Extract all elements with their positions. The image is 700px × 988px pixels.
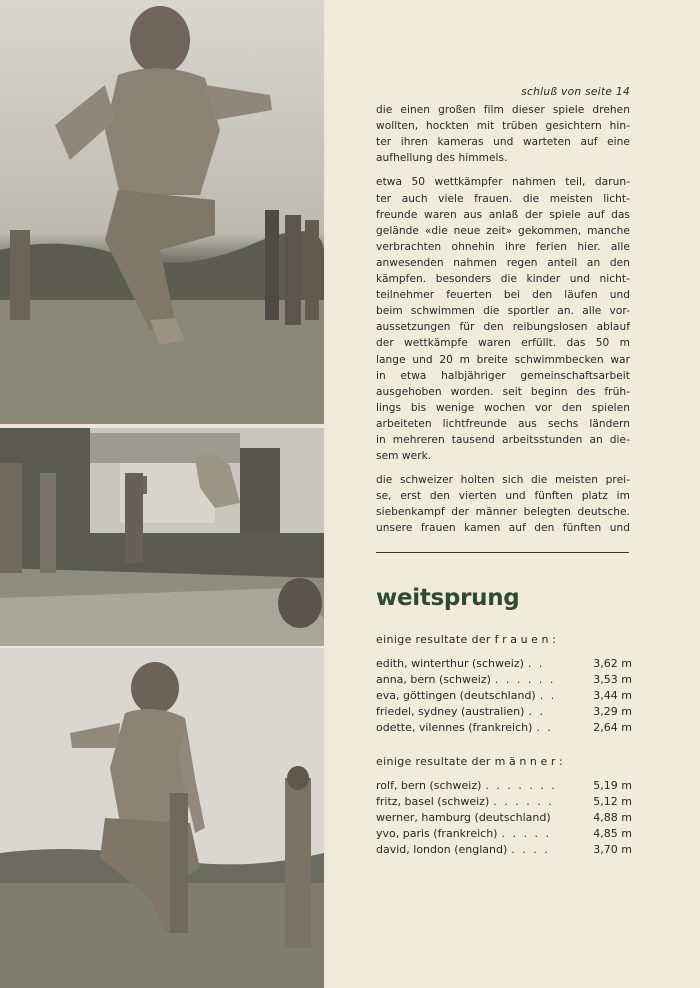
- jump-distance: 5,12 m: [593, 795, 632, 808]
- intro-suffix: :: [558, 755, 564, 768]
- athlete-name: yvo, paris (frankreich): [376, 827, 498, 840]
- result-row: [376, 794, 632, 810]
- leader-dots: . . . . . .: [494, 673, 556, 686]
- intro-word: frauen: [494, 633, 553, 646]
- athlete-name: edith, winterthur (schweiz): [376, 657, 524, 670]
- women-results: [376, 632, 632, 736]
- intro-suffix: :: [552, 633, 557, 646]
- leader-dots: . . . . . . .: [485, 779, 557, 792]
- jump-distance: 2,64 m: [593, 721, 632, 734]
- text-line: in etwa halbjähriger gemeinschaftsarbeit: [376, 369, 630, 382]
- intro-word: männer: [494, 755, 559, 768]
- text-line: beim schwimmen die sportler an. alle vor-: [376, 305, 630, 318]
- athlete-name: fritz, basel (schweiz): [376, 795, 490, 808]
- jump-distance: 4,85 m: [593, 827, 632, 840]
- leader-dots: . .: [527, 657, 545, 670]
- jump-distance: 3,62 m: [593, 657, 632, 670]
- athlete-name: david, london (england): [376, 843, 508, 856]
- athlete-name: odette, vilennes (frankreich): [376, 721, 533, 734]
- text-line: se, erst den vierten und fünften platz im: [376, 490, 630, 503]
- text-line: teilnehmer feuerten bei den läufen und: [376, 289, 630, 302]
- text-line: lange und 20 m breite schwimmbecken war: [376, 353, 630, 366]
- photo-long-jump-pit: [0, 428, 324, 646]
- leader-dots: . .: [528, 705, 545, 718]
- text-line: die schweizer holten sich die meisten prei-: [376, 474, 630, 487]
- jump-distance: 3,29 m: [593, 705, 632, 718]
- athlete-name: rolf, bern (schweiz): [376, 779, 482, 792]
- athlete-name: eva, göttingen (deutschland): [376, 689, 536, 702]
- result-row: [376, 810, 632, 826]
- text-line: sem werk.: [376, 450, 432, 463]
- text-line: lings bis wenige wochen vor den spielen: [376, 401, 630, 414]
- result-row: [376, 672, 632, 688]
- text-line: ter auch viele frauen. die meisten licht-: [376, 192, 630, 205]
- paragraph-1: [376, 102, 630, 166]
- section-headline: weitsprung: [376, 585, 520, 611]
- result-row: [376, 704, 632, 720]
- text-line: der wettkämpfe waren erfüllt. das 50 m: [376, 337, 630, 350]
- results-list: [376, 778, 632, 858]
- text-line: etwa 50 wettkämpfer nahmen teil, darun-: [376, 176, 630, 189]
- text-line: kämpfen. besonders die kinder und nicht-: [376, 273, 630, 286]
- text-line: aussetzungen für den reibungslosen ablauf: [376, 321, 630, 334]
- jump-distance: 3,53 m: [593, 673, 632, 686]
- result-row: [376, 656, 632, 672]
- text-line: ter ihren kameras und warteten auf eine: [376, 136, 630, 149]
- text-line: unsere frauen kamen auf den fünften und: [376, 522, 630, 535]
- leader-dots: [551, 810, 591, 826]
- paragraph-2: [376, 174, 630, 464]
- jump-distance: 4,88 m: [593, 811, 632, 824]
- jump-distance: 3,70 m: [593, 843, 632, 856]
- results-list: [376, 656, 632, 736]
- paragraph-3: [376, 472, 630, 536]
- photo-column: [0, 0, 326, 988]
- result-row: [376, 720, 632, 736]
- athlete-name: werner, hamburg (deutschland): [376, 811, 551, 824]
- leader-dots: . . . . . .: [493, 795, 554, 808]
- continued-from-note: schluß von seite 14: [521, 86, 630, 98]
- jump-distance: 3,44 m: [593, 689, 632, 702]
- leader-dots: . .: [536, 721, 553, 734]
- section-divider: [376, 552, 629, 553]
- results-intro: [376, 632, 632, 648]
- result-row: [376, 826, 632, 842]
- intro-prefix: einige resultate der: [376, 755, 491, 768]
- text-line: in mehreren tausend arbeitsstunden an die-: [376, 433, 630, 446]
- results-intro: [376, 754, 632, 770]
- text-line: die einen großen film dieser spiele drehen: [376, 104, 630, 117]
- text-line: siebenkampf der männer belegten deutsche.: [376, 506, 630, 519]
- leader-dots: . . . .: [511, 843, 550, 856]
- photo-woman-jumping-2: [0, 648, 324, 988]
- text-line: anwesenden nahmen regen anteil an den: [376, 256, 630, 269]
- text-line: ausgehoben worden. seit beginn des früh-: [376, 385, 630, 398]
- photo-woman-jumping-1: [0, 0, 324, 424]
- result-row: [376, 842, 632, 858]
- result-row: [376, 778, 632, 794]
- text-line: gelände «die neue zeit» gekommen, manche: [376, 224, 630, 237]
- text-line: verbrachten ohnehin ihre ferien hier. alle: [376, 240, 630, 253]
- jump-distance: 5,19 m: [593, 779, 632, 792]
- intro-prefix: einige resultate der: [376, 633, 491, 646]
- men-results: [376, 754, 632, 858]
- leader-dots: . .: [539, 689, 557, 702]
- text-line: aufhellung des himmels.: [376, 152, 508, 165]
- leader-dots: . . . . .: [501, 827, 551, 840]
- athlete-name: anna, bern (schweiz): [376, 673, 491, 686]
- text-line: wollten, hockten mit trüben gesichtern hin-: [376, 120, 630, 133]
- text-line: freunde waren aus anlaß der spiele auf das: [376, 208, 630, 221]
- text-line: arbeiteten lichtfreunde aus sechs ländern: [376, 417, 630, 430]
- athlete-name: friedel, sydney (australien): [376, 705, 525, 718]
- article-text: [376, 84, 630, 545]
- result-row: [376, 688, 632, 704]
